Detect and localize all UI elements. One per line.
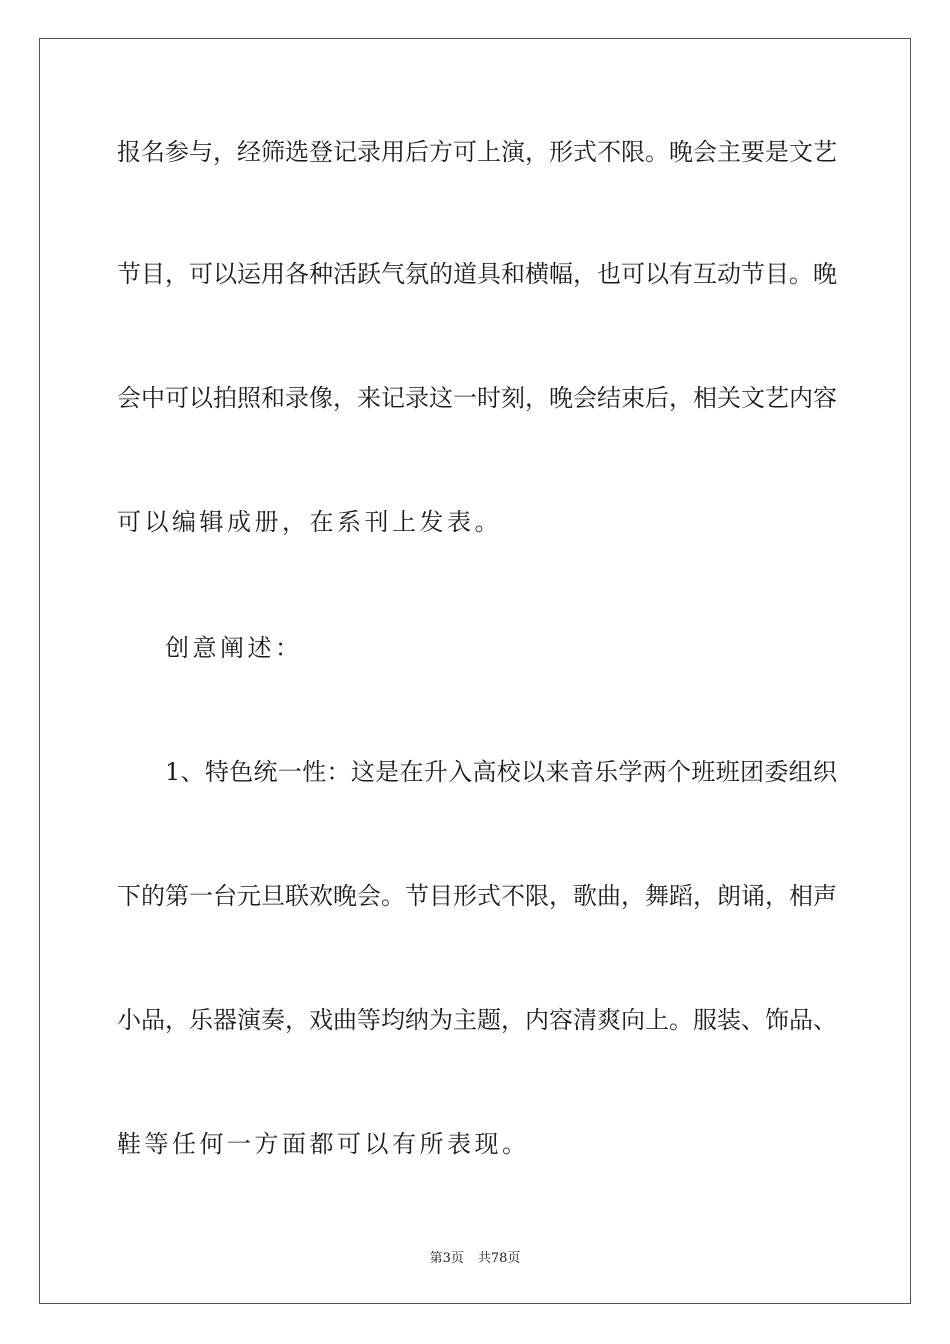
body-text-line: 鞋等任何一方面都可以有所表现。 (117, 1130, 530, 1158)
body-text-line: 可以编辑成册，在系刊上发表。 (117, 508, 502, 536)
section-heading: 创意阐述： (165, 634, 303, 662)
body-text-line: 小品，乐器演奏，戏曲等均纳为主题，内容清爽向上。服装、饰品、 (117, 1006, 837, 1034)
page-footer (0, 1247, 950, 1266)
body-text-line: 1、特色统一性：这是在升入高校以来音乐学两个班班团委组织 (165, 758, 837, 786)
body-text-line: 下的第一台元旦联欢晚会。节目形式不限，歌曲，舞蹈，朗诵，相声 (117, 882, 837, 910)
page-border (39, 38, 911, 1304)
page-number: 第3页 (429, 1251, 464, 1266)
body-text-line: 节目，可以运用各种活跃气氛的道具和横幅，也可以有互动节目。晚 (117, 260, 837, 288)
body-text-line: 会中可以拍照和录像，来记录这一时刻，晚会结束后，相关文艺内容 (117, 384, 837, 412)
body-text-line: 报名参与，经筛选登记录用后方可上演，形式不限。晚会主要是文艺 (117, 138, 837, 166)
total-pages: 共78页 (477, 1251, 521, 1266)
